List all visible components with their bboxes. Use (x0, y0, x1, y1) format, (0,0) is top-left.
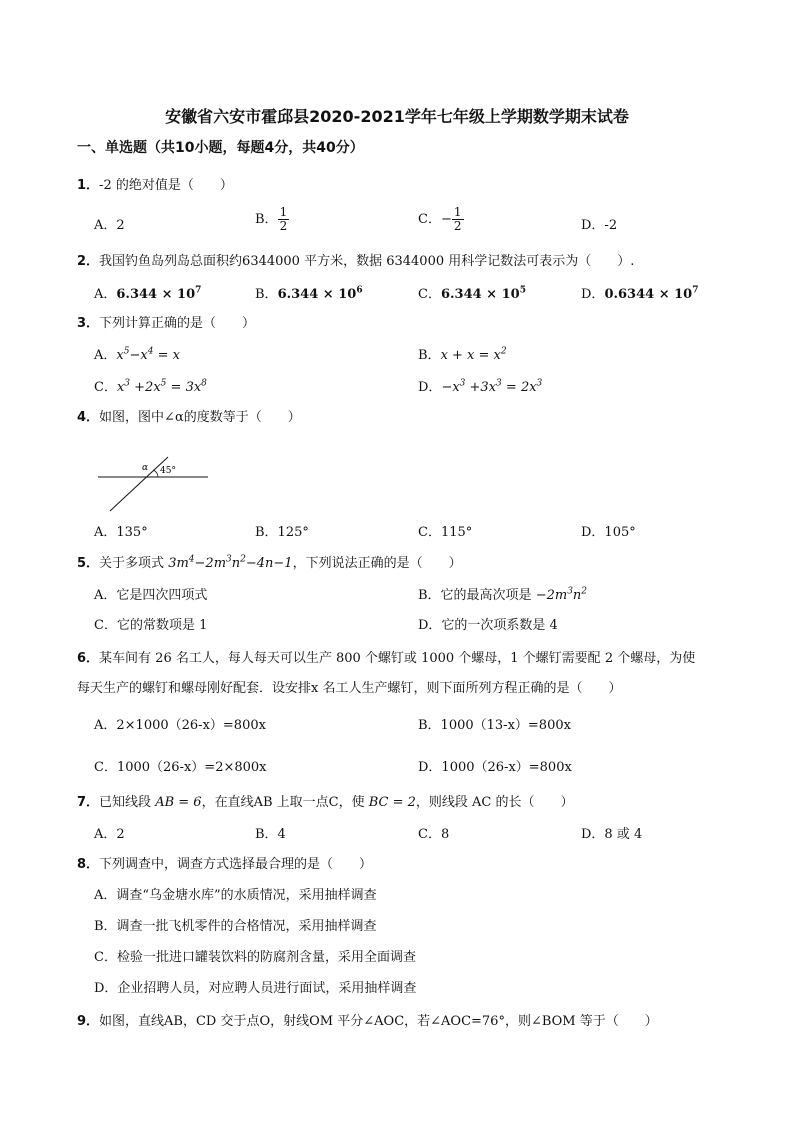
page-title: 安徽省六安市霍邱县2020-2021学年七年级上学期数学期末试卷 (165, 107, 629, 126)
exponent: 7 (692, 285, 699, 296)
q7-option-c: C．8 (418, 827, 450, 842)
fraction (452, 206, 464, 233)
question-text: 下列计算正确的是（ ） (99, 316, 256, 331)
numerator: 1 (279, 205, 288, 219)
exponent: 5 (519, 285, 526, 296)
exponent: 6 (356, 285, 363, 296)
question-6-line-2: 每天生产的螺钉和螺母刚好配套．设安排x 名工人生产螺钉，则下面所列方程正确的是（ ） (77, 681, 622, 696)
option-label: B． (255, 287, 278, 302)
question-number: 7． (77, 795, 100, 810)
q7-option-d: D．8 或 4 (581, 827, 643, 842)
option-label: D． (418, 380, 442, 395)
q5-option-a: A．它是四次四项式 (94, 588, 208, 603)
question-number: 4． (77, 410, 100, 425)
question-number: 1． (77, 178, 100, 193)
option-label: C． (94, 380, 117, 395)
option-value: 6.344 × 10 (116, 287, 196, 302)
question-text: 我国钓鱼岛列岛总面积约6344000 平方米，数据 6344000 用科学记数法可表示为（ ）. (99, 254, 635, 269)
q7-option-b: B．4 (255, 827, 286, 842)
question-text: 某车间有 26 名工人，每人每天可以生产 800 个螺钉或 1000 个螺母，1 个螺钉需要配 2 个螺母，为使 (99, 651, 696, 666)
question-6 (77, 647, 695, 666)
q1-option-a: A．2 (94, 218, 125, 233)
q8-option-a: A．调查“乌金塘水库”的水质情况，采用抽样调查 (94, 888, 377, 903)
question-7 (77, 791, 574, 810)
option-label: C． (418, 212, 441, 227)
angle-figure (96, 455, 210, 515)
q4-option-d: D．105° (581, 525, 636, 540)
section-heading: 一、单选题（共10小题，每题4分，共40分） (77, 140, 364, 156)
q6-option-b: B．1000（13-x）=800x (418, 718, 571, 733)
denominator: 2 (279, 219, 288, 233)
equation-bc: BC = 2 (368, 795, 416, 810)
question-4 (77, 406, 301, 425)
option-label: C． (418, 287, 441, 302)
q8-option-c: C．检验一批进口罐装饮料的防腐剂含量，采用全面调查 (94, 950, 416, 965)
q6-option-c: C．1000（26-x）=2×800x (94, 760, 267, 775)
question-text-tail: ，下列说法正确的是（ ） (292, 556, 462, 571)
fraction (278, 206, 290, 233)
q5-option-b: B．它的最高次项是 $-2m^3n^2$ (418, 586, 588, 603)
question-5 (77, 552, 462, 571)
q1-option-d: D．-2 (581, 218, 618, 233)
question-1 (77, 174, 233, 193)
q4-option-c: C．115° (418, 525, 473, 540)
q2-option-b (255, 283, 363, 302)
angle-arc (153, 470, 158, 477)
q5-option-c: C．它的常数项是 1 (94, 618, 208, 633)
option-label: A． (94, 287, 117, 302)
option-label: A． (94, 348, 117, 363)
q3-option-b: B．$x + x = x^2$ (418, 346, 507, 363)
alpha-label: α (142, 463, 149, 473)
question-9 (77, 1010, 658, 1029)
q2-option-a (94, 283, 201, 302)
question-text: 关于多项式 (99, 556, 169, 571)
q6-option-a: A．2×1000（26-x）=800x (94, 718, 266, 733)
numerator: 1 (453, 205, 462, 219)
question-number: 2． (77, 254, 100, 269)
polynomial: $3m^4-2m^3n^2-4n-1$ (168, 554, 293, 571)
minus-sign: − (440, 212, 452, 227)
question-number: 8． (77, 857, 100, 872)
equation-ab: AB = 6 (155, 795, 202, 810)
question-8 (77, 853, 372, 872)
q3-option-a: A．$x^5-x^4 = x$ (94, 346, 180, 363)
q4-option-a: A．135° (94, 525, 148, 540)
q2-option-c (418, 283, 526, 302)
question-number: 3． (77, 316, 100, 331)
q7-option-a: A．2 (94, 827, 125, 842)
option-label: B． (418, 348, 441, 363)
q1-option-b (255, 206, 289, 233)
q2-option-d (581, 283, 699, 302)
question-text-mid: ，在直线AB 上取一点C，使 (201, 795, 369, 810)
option-label: B．它的最高次项是 (418, 588, 536, 603)
option-label: B． (255, 212, 278, 227)
q4-option-b: B．125° (255, 525, 309, 540)
exponent: 7 (195, 285, 202, 296)
q8-option-d: D．企业招聘人员，对应聘人员进行面试，采用抽样调查 (94, 981, 417, 996)
question-number: 5． (77, 556, 100, 571)
question-text: 如图，图中∠α的度数等于（ ） (99, 410, 301, 425)
q6-option-d: D．1000（26-x）=800x (418, 760, 572, 775)
q3-option-c: C．$x^3 +2x^5 = 3x^8$ (94, 378, 207, 395)
question-2 (77, 250, 634, 269)
question-text: 已知线段 (99, 795, 156, 810)
question-text: 如图，直线AB，CD 交于点O，射线OM 平分∠AOC，若∠AOC=76°，则∠BOM 等于（ ） (99, 1014, 658, 1029)
angle-45-label: 45° (160, 466, 176, 476)
question-text: 下列调查中，调查方式选择最合理的是（ ） (99, 857, 373, 872)
option-value: 6.344 × 10 (277, 287, 357, 302)
q8-option-b: B．调查一批飞机零件的合格情况，采用抽样调查 (94, 919, 377, 934)
option-label: D． (581, 287, 605, 302)
question-number: 9． (77, 1014, 100, 1029)
question-text-tail: ，则线段 AC 的长（ ） (415, 795, 574, 810)
q1-option-c (418, 206, 464, 233)
q3-option-d: D．$-x^3 +3x^3 = 2x^3$ (418, 378, 543, 395)
option-value: 0.6344 × 10 (604, 287, 693, 302)
denominator: 2 (453, 219, 462, 233)
q5-option-d: D．它的一次项系数是 4 (418, 618, 558, 633)
question-3 (77, 312, 255, 331)
question-text: -2 的绝对值是（ ） (99, 178, 233, 193)
question-number: 6． (77, 651, 100, 666)
option-value: 6.344 × 10 (440, 287, 520, 302)
